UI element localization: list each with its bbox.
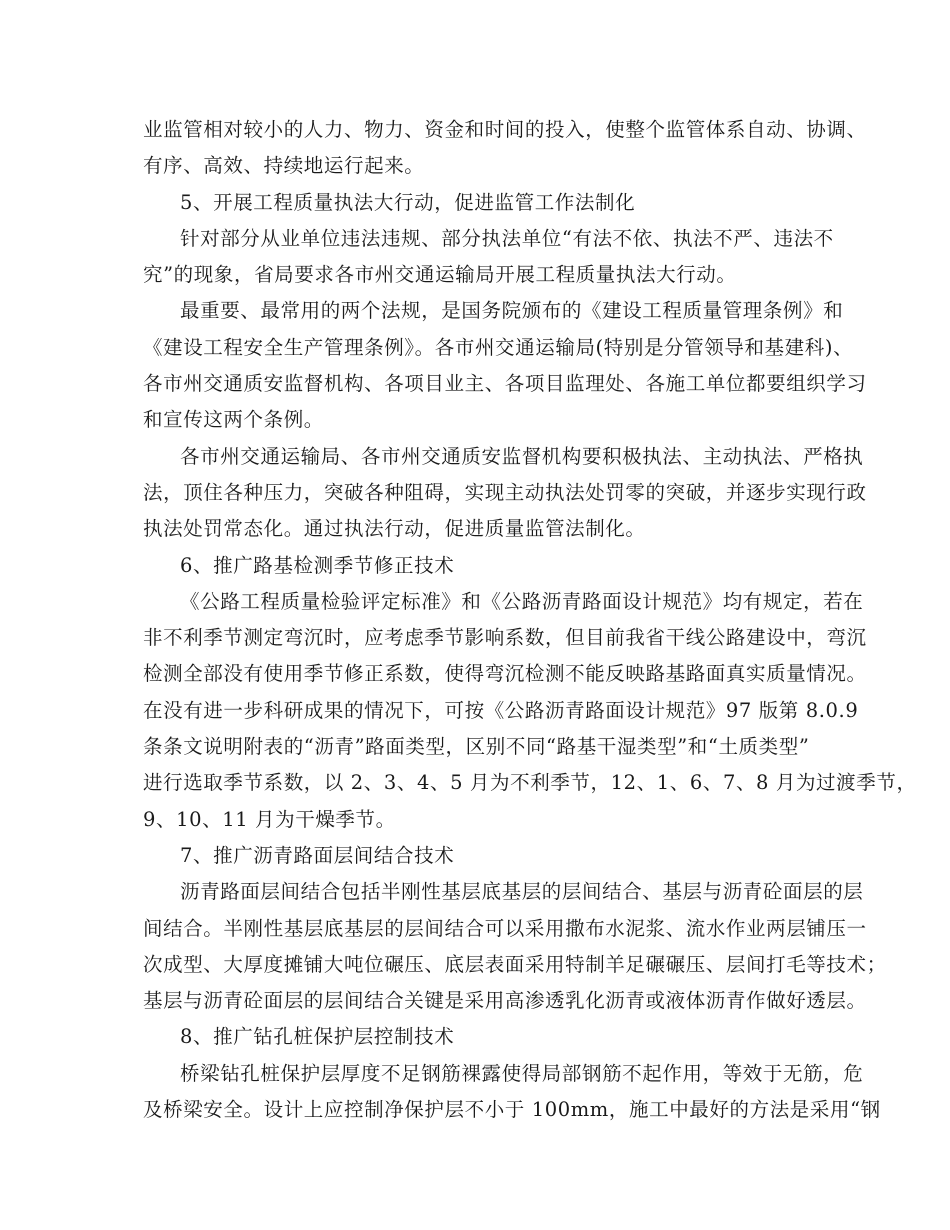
- section-heading-5: 5、开展工程质量执法大行动，促进监管工作法制化: [180, 190, 636, 214]
- section-heading-7: 7、推广沥青路面层间结合技术: [180, 843, 455, 867]
- text-line: 沥青路面层间结合包括半刚性基层底基层的层间结合、基层与沥青砼面层的层: [180, 880, 864, 904]
- text-line: 9、10、11 月为干燥季节。: [143, 807, 396, 831]
- text-line: 执法处罚常态化。通过执法行动，促进质量监管法制化。: [143, 517, 646, 541]
- text-line: 和宣传这两个条例。: [143, 408, 324, 432]
- section-heading-6: 6、推广路基检测季节修正技术: [180, 553, 455, 577]
- text-line: 进行选取季节系数，以 2、3、4、5 月为不利季节，12、1、6、7、8 月为过渡季节，: [143, 771, 917, 795]
- text-line: 有序、高效、持续地运行起来。: [143, 154, 425, 178]
- document-page: [143, 112, 917, 1128]
- text-line: 及桥梁安全。设计上应控制净保护层不小于 100mm，施工中最好的方法是采用“钢: [143, 1098, 881, 1122]
- text-line: 基层与沥青砼面层的层间结合关键是采用高渗透乳化沥青或液体沥青作做好透层。: [143, 989, 867, 1013]
- text-line: 在没有进一步科研成果的情况下，可按《公路沥青路面设计规范》97 版第 8.0.9: [143, 698, 859, 722]
- text-line: 间结合。半刚性基层底基层的层间结合可以采用撒布水泥浆、流水作业两层铺压一: [143, 916, 867, 940]
- text-line: 《建设工程安全生产管理条例》。各市州交通运输局(特别是分管领导和基建科)、: [143, 335, 854, 359]
- text-line: 条条文说明附表的“沥青”路面类型，区别不同“路基干湿类型”和“土质类型”: [143, 735, 810, 759]
- text-line: 各市州交通运输局、各市州交通质安监督机构要积极执法、主动执法、严格执: [180, 444, 864, 468]
- text-line: 检测全部没有使用季节修正系数，使得弯沉检测不能反映路基路面真实质量情况。: [143, 662, 867, 686]
- text-line: 针对部分从业单位违法违规、部分执法单位“有法不依、执法不严、违法不: [180, 226, 834, 250]
- text-line: 最重要、最常用的两个法规，是国务院颁布的《建设工程质量管理条例》和: [180, 299, 844, 323]
- text-line: 次成型、大厚度摊铺大吨位碾压、底层表面采用特制羊足碾碾压、层间打毛等技术；: [143, 952, 887, 976]
- section-heading-8: 8、推广钻孔桩保护层控制技术: [180, 1025, 455, 1049]
- text-line: 桥梁钻孔桩保护层厚度不足钢筋裸露使得局部钢筋不起作用，等效于无筋，危: [180, 1061, 864, 1085]
- text-line: 法，顶住各种压力，突破各种阻碍，实现主动执法处罚零的突破，并逐步实现行政: [143, 480, 867, 504]
- text-line: 非不利季节测定弯沉时，应考虑季节影响系数，但目前我省干线公路建设中，弯沉: [143, 626, 867, 650]
- text-line: 业监管相对较小的人力、物力、资金和时间的投入，使整个监管体系自动、协调、: [143, 118, 867, 141]
- text-line: 究”的现象，省局要求各市州交通运输局开展工程质量执法大行动。: [143, 263, 737, 287]
- text-line: 各市州交通质安监督机构、各项目业主、各项目监理处、各施工单位都要组织学习: [143, 372, 867, 396]
- text-line: 《公路工程质量检验评定标准》和《公路沥青路面设计规范》均有规定，若在: [180, 589, 864, 613]
